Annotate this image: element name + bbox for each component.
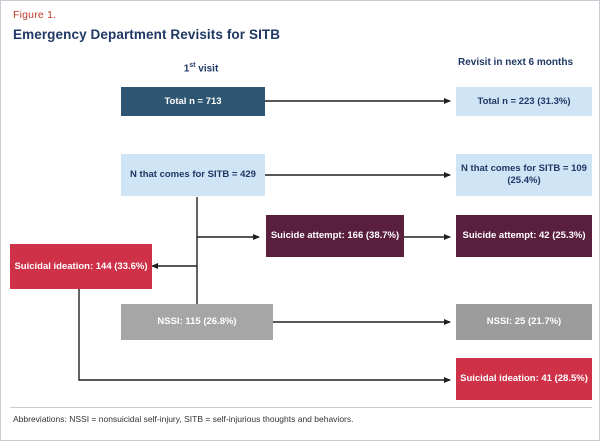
figure-footnote: Abbreviations: NSSI = nonsuicidal self-injury, SITB = self-injurious thoughts and behaviors. [13,414,354,424]
column-header-first-visit [141,62,261,74]
node-total-revisit-label: Total n = 223 (31.3%) [477,95,571,107]
column-header-first-visit-text: visit [195,63,219,75]
column-header-first-visit-suffix: st [189,62,196,69]
footnote-divider [10,407,592,408]
node-total-revisit [456,87,592,116]
node-suicide-attempt-first-visit [266,215,404,257]
node-nssi-first-visit-label: NSSI: 115 (26.8%) [157,316,237,328]
column-header-first-visit-number: 1 [183,63,190,75]
node-suicide-attempt-revisit [456,215,592,257]
node-nssi-revisit-label: NSSI: 25 (21.7%) [486,316,562,328]
node-nssi-revisit [456,304,592,340]
column-header-revisit: Revisit in next 6 months [457,57,574,68]
node-nssi-first-visit [121,304,273,340]
node-total-first-visit [121,87,265,116]
node-suicide-attempt-revisit-label: Suicide attempt: 42 (25.3%) [462,230,586,242]
figure-title: Emergency Department Revisits for SITB [13,27,281,42]
node-suicide-attempt-first-visit-label: Suicide attempt: 166 (38.7%) [270,230,400,242]
node-sitb-revisit-label: N that comes for SITB = 109 (25.4%) [461,163,587,186]
node-sitb-first-visit-label: N that comes for SITB = 429 [130,169,256,181]
node-total-first-visit-label: Total n = 713 [164,95,222,107]
node-sitb-revisit [456,154,592,196]
node-suicidal-ideation-first-visit-label: Suicidal ideation: 144 (33.6%) [14,260,148,272]
node-suicidal-ideation-first-visit [10,244,152,289]
node-sitb-first-visit [121,154,265,196]
figure-label: Figure 1. [13,9,57,21]
node-suicidal-ideation-revisit-label: Suicidal ideation: 41 (28.5%) [460,373,588,385]
node-suicidal-ideation-revisit [456,358,592,400]
